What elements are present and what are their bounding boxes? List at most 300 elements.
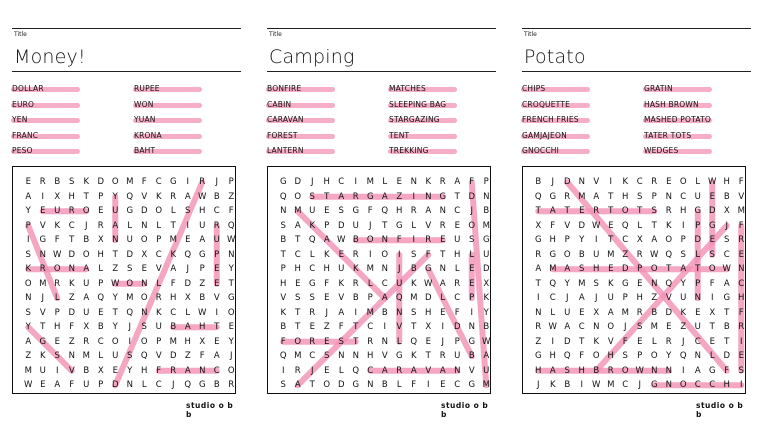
grid-cell: R [607,365,614,376]
word-item: BAHT [134,146,156,155]
grid-cell: G [39,336,47,347]
grid-cell: D [68,249,76,260]
grid-cell: M [366,177,374,187]
grid-cell: L [141,380,147,390]
grid-cell: G [395,351,403,361]
grid-cell: H [607,351,614,361]
grid-cell: R [636,249,643,260]
grid-cell: T [425,351,431,361]
grid-cell: K [622,177,629,187]
grid-cell: E [25,177,31,187]
grid-cell: W [592,380,601,390]
grid-cell: U [607,293,614,303]
grid-cell: Q [534,191,542,202]
grid-cell: J [536,380,540,390]
grid-cell: Q [563,351,571,361]
grid-cell: O [155,206,163,216]
grid-cell: I [594,235,598,245]
grid-cell: J [171,380,175,390]
grid-cell: N [593,322,600,332]
grid-cell: F [156,365,162,376]
grid-cell: R [54,278,61,289]
grid-cell: K [483,293,490,303]
grid-cell: J [325,307,328,318]
grid-cell: B [83,235,90,245]
grid-cell: D [169,351,177,361]
grid-cell: T [353,322,359,332]
grid-cell: F [69,380,75,390]
grid-cell: O [650,351,658,361]
grid-cell: H [738,293,745,303]
grid-cell: A [83,264,90,274]
puzzle-panel-1 [12,0,242,424]
grid-cell: E [98,307,104,318]
grid-cell: X [141,249,148,260]
grid-cell: J [215,177,218,187]
grid-cell: I [580,380,583,390]
grid-cell: D [126,249,134,260]
grid-cell: A [170,264,177,274]
grid-cell: G [39,235,47,245]
grid-cell: H [184,336,191,347]
grid-cell: H [593,264,600,274]
grid-cell: N [396,307,403,318]
grid-cell: U [83,380,90,390]
grid-cell: A [294,220,301,231]
grid-cell: D [665,307,673,318]
grid-cell: J [638,380,641,390]
grid-cell: I [186,177,189,187]
grid-cell: P [483,177,489,187]
grid-cell: J [368,220,372,231]
grid-cell: I [354,307,357,318]
grid-cell: Q [126,191,134,202]
grid-cell: Y [564,278,570,289]
grid-cell: X [425,322,432,332]
grid-cell: O [323,380,331,390]
grid-cell: L [695,249,701,260]
grid-cell: G [366,191,374,202]
grid-cell: N [694,293,701,303]
grid-cell: Y [228,336,234,347]
grid-cell: L [338,365,344,376]
grid-cell: I [681,220,685,231]
grid-cell: L [367,278,373,289]
grid-cell: U [396,278,403,289]
grid-cell: K [410,351,417,361]
grid-cell: Z [25,351,32,361]
grid-cell: C [367,365,374,376]
grid-cell: A [381,365,388,376]
grid-cell: G [482,235,490,245]
grid-cell: F [411,380,417,390]
grid-cell: P [98,380,104,390]
grid-cell: R [309,307,316,318]
grid-cell: M [294,351,302,361]
grid-cell: B [381,307,388,318]
grid-cell: I [426,380,430,390]
grid-cell: R [97,220,104,231]
grid-cell: R [199,177,206,187]
grid-cell: G [308,278,316,289]
grid-cell: J [84,220,88,231]
grid-cell: I [739,380,743,390]
grid-cell: C [738,278,745,289]
grid-cell: R [396,365,403,376]
grid-cell: E [324,206,330,216]
grid-cell: M [607,249,615,260]
word-item: WON [134,99,154,109]
grid-cell: Y [127,365,133,376]
grid-cell: M [39,278,47,289]
grid-cell: N [410,177,417,187]
grid-cell: E [695,307,701,318]
grid-cell: P [367,293,373,303]
puzzle-panel-2 [267,0,497,424]
grid-cell: F [199,351,205,361]
grid-cell: U [454,351,461,361]
grid-cell: G [227,293,235,303]
grid-cell: K [680,307,687,318]
grid-cell: N [694,351,701,361]
grid-cell: Z [651,293,658,303]
grid-cell: O [53,264,61,274]
grid-cell: E [440,307,446,318]
grid-cell: F [396,235,402,245]
grid-cell: O [621,365,629,376]
grid-cell: P [469,293,475,303]
grid-cell: G [549,249,557,260]
puzzle-title: Potato [524,46,586,68]
grid-cell: P [680,235,686,245]
grid-cell: A [338,191,345,202]
grid-cell: S [25,307,31,318]
grid-cell: N [439,264,446,274]
grid-cell: L [411,220,417,231]
grid-cell: Y [112,322,118,332]
grid-cell: E [40,206,46,216]
word-item: RUPEE [134,84,160,93]
grid-cell: N [280,206,287,216]
grid-cell: E [440,380,446,390]
grid-cell: C [454,293,461,303]
grid-cell: J [128,322,131,332]
grid-cell: F [738,220,744,231]
grid-cell: T [228,278,234,289]
grid-cell: C [213,365,220,376]
grid-cell: P [156,336,162,347]
grid-cell: H [280,278,287,289]
grid-cell: E [309,322,315,332]
grid-cell: H [97,249,104,260]
brand-footer: studio o b b [441,401,489,419]
grid-cell: E [637,336,643,347]
grid-cell: U [352,220,359,231]
grid-cell: E [469,264,475,274]
grid-cell: F [738,177,744,187]
grid-cell: R [410,206,417,216]
letter-grid [12,166,236,394]
grid-cell: N [381,264,388,274]
grid-cell: H [170,293,177,303]
grid-cell: H [294,264,301,274]
grid-cell: H [680,206,687,216]
grid-cell: V [593,177,600,187]
grid-cell: T [724,336,730,347]
grid-cell: C [68,220,75,231]
grid-cell: X [54,191,61,202]
grid-cell: B [352,293,359,303]
grid-cell: G [395,220,403,231]
grid-cell: O [111,336,119,347]
grid-cell: D [337,220,345,231]
grid-cell: X [535,220,542,231]
grid-cell: O [563,249,571,260]
grid-cell: U [564,307,571,318]
grid-cell: C [155,380,162,390]
grid-cell: S [295,293,301,303]
grid-cell: P [637,351,643,361]
grid-cell: L [156,220,162,231]
grid-cell: S [622,351,628,361]
grid-cell: N [665,380,672,390]
grid-cell: N [25,293,32,303]
grid-cell: D [723,351,731,361]
grid-cell: T [112,249,118,260]
grid-cell: I [281,365,285,376]
word-item: CARAVAN [267,115,304,124]
title-label: Title [524,31,537,38]
grid-cell: J [397,264,401,274]
grid-cell: B [723,322,730,332]
grid-cell: B [352,235,359,245]
grid-cell: G [169,177,177,187]
grid-cell: H [636,293,643,303]
grid-cell: V [468,365,475,376]
grid-cell: H [141,365,148,376]
grid-cell: W [424,278,433,289]
grid-cell: B [410,264,417,274]
grid-cell: M [578,191,586,202]
grid-cell: Q [97,293,105,303]
grid-cell: L [98,264,104,274]
grid-cell: A [184,191,191,202]
grid-cell: R [352,191,359,202]
grid-cell: B [723,191,730,202]
word-item: LANTERN [267,146,304,155]
grid-cell: B [280,235,287,245]
grid-cell: T [724,307,730,318]
grid-cell: W [337,235,346,245]
grid-cell: R [352,249,359,260]
grid-cell: O [708,264,716,274]
word-item: WEDGES [644,146,679,155]
grid-cell: D [97,177,105,187]
grid-cell: C [680,191,687,202]
grid-cell: C [338,177,345,187]
grid-cell: A [694,365,701,376]
grid-cell: P [564,235,570,245]
grid-cell: A [439,365,446,376]
grid-cell: T [608,235,614,245]
grid-cell: Z [199,278,206,289]
grid-cell: D [563,336,571,347]
grid-cell: E [709,235,715,245]
word-item: CABIN [267,99,292,109]
title-rule-top [12,28,241,29]
word-item: TENT [389,130,410,140]
grid-cell: O [381,249,389,260]
grid-cell: C [694,380,701,390]
grid-cell: W [592,220,601,231]
grid-cell: O [607,322,615,332]
grid-cell: W [198,307,207,318]
title-label: Title [269,31,282,38]
grid-cell: K [155,307,162,318]
grid-cell: L [382,177,388,187]
grid-cell: I [186,220,189,231]
grid-cell: E [608,220,614,231]
grid-cell: J [551,177,554,187]
grid-cell: E [454,220,460,231]
grid-cell: Y [112,191,118,202]
grid-cell: V [39,220,46,231]
grid-cell: N [483,191,490,202]
grid-cell: E [141,264,147,274]
grid-cell: Q [140,351,148,361]
grid-cell: V [607,336,614,347]
grid-cell: X [97,235,104,245]
grid-cell: N [112,235,119,245]
grid-cell: Q [381,206,389,216]
grid-cell: P [651,191,657,202]
grid-cell: A [381,293,388,303]
grid-cell: S [127,264,133,274]
grid-cell: B [483,322,490,332]
title-rule-top [267,28,496,29]
grid-cell: R [309,336,316,347]
grid-cell: Q [549,278,557,289]
grid-cell: Z [535,336,542,347]
grid-cell: I [710,293,714,303]
grid-cell: P [228,177,234,187]
grid-cell: G [621,278,629,289]
grid-cell: E [738,249,744,260]
grid-cell: T [666,264,672,274]
grid-cell: I [609,177,612,187]
word-item: SLEEPING BAG [389,99,447,109]
grid-cell: V [338,293,345,303]
grid-cell: D [294,177,302,187]
grid-cell: E [324,336,330,347]
grid-cell: A [483,351,490,361]
puzzle-panel-3 [522,0,752,424]
grid-cell: R [170,365,177,376]
grid-cell: M [126,177,134,187]
title-rule-bottom [522,71,751,72]
grid-cell: Z [323,322,330,332]
grid-cell: A [549,206,556,216]
grid-cell: L [454,264,460,274]
grid-cell: M [24,365,32,376]
word-item: FRENCH FRIES [522,115,579,124]
grid-cell: N [228,249,235,260]
grid-cell: B [213,380,220,390]
grid-cell: S [637,191,643,202]
grid-cell: O [82,206,90,216]
grid-cell: T [637,206,643,216]
grid-cell: A [564,264,571,274]
grid-cell: R [352,278,359,289]
grid-cell: U [680,293,687,303]
grid-cell: N [126,380,133,390]
grid-cell: E [738,351,744,361]
grid-cell: N [199,365,206,376]
grid-cell: A [294,380,301,390]
grid-cell: R [651,177,658,187]
grid-cell: N [381,235,388,245]
grid-cell: A [184,365,191,376]
grid-cell: Z [68,336,75,347]
grid-cell: L [185,307,191,318]
grid-cell: A [199,235,206,245]
grid-cell: E [295,278,301,289]
grid-cell: P [695,278,701,289]
letter-grid [267,166,491,394]
grid-cell: C [723,249,730,260]
grid-cell: R [39,264,46,274]
grid-cell: T [440,249,446,260]
brand-footer: studio o b b [186,401,234,419]
grid-cell: A [723,278,730,289]
grid-cell: T [608,191,614,202]
grid-cell: U [155,322,162,332]
grid-cell: D [578,220,586,231]
grid-cell: Z [228,191,235,202]
grid-cell: O [679,380,687,390]
grid-cell: C [622,235,629,245]
grid-cell: L [98,351,104,361]
grid-cell: I [470,307,473,318]
grid-cell: N [651,365,658,376]
word-item: CHIPS [522,84,546,93]
grid-cell: R [665,206,672,216]
grid-cell: T [170,220,176,231]
word-item: YUAN [134,115,156,124]
grid-cell: I [128,336,131,347]
grid-cell: S [411,307,417,318]
grid-cell: G [424,264,432,274]
grid-cell: C [694,336,701,347]
grid-cell: G [198,380,206,390]
grid-cell: R [228,380,235,390]
grid-cell: S [280,380,286,390]
grid-cell: R [294,365,301,376]
grid-cell: B [54,177,61,187]
word-item: STARGAZING [389,115,440,124]
grid-cell: E [54,336,60,347]
grid-cell: M [482,380,490,390]
grid-cell: T [280,249,286,260]
grid-cell: Z [680,322,687,332]
grid-cell: G [723,293,731,303]
grid-cell: U [593,249,600,260]
grid-cell: A [593,191,600,202]
grid-cell: C [381,278,388,289]
grid-cell: R [170,191,177,202]
grid-cell: L [396,336,402,347]
grid-cell: Z [184,351,191,361]
